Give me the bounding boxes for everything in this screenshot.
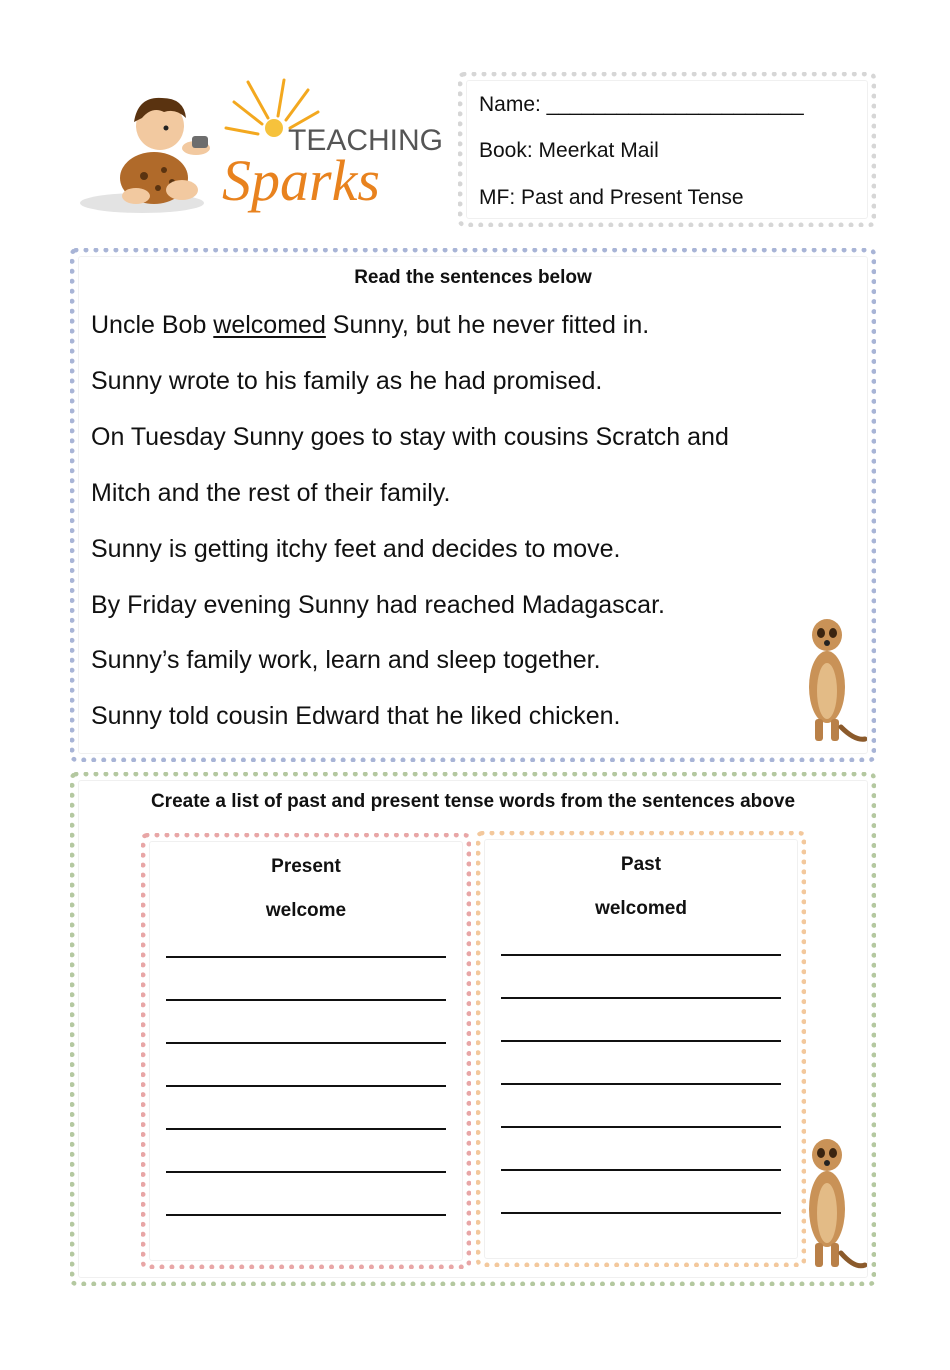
answer-line[interactable] (166, 1042, 446, 1044)
logo-text-teaching: TEACHING (288, 124, 444, 157)
sentence-3: On Tuesday Sunny goes to stay with cousins Scratch and (91, 423, 729, 451)
logo-text-sparks: Sparks (222, 148, 380, 213)
answer-line[interactable] (501, 1126, 781, 1128)
answer-line[interactable] (166, 956, 446, 958)
sentence-1-start: Uncle Bob (91, 311, 214, 339)
reading-title: Read the sentences below (354, 267, 592, 288)
sentence-5: By Friday evening Sunny had reached Madagascar. (91, 591, 665, 619)
sentence-4: Sunny is getting itchy feet and decides to move. (91, 535, 621, 563)
present-heading: Present (271, 856, 341, 877)
past-tense-column (476, 831, 806, 1267)
answer-line[interactable] (501, 997, 781, 999)
present-example: welcome (265, 900, 347, 921)
answer-line[interactable] (501, 1212, 781, 1214)
meerkat-icon (797, 615, 867, 747)
past-heading: Past (620, 854, 662, 875)
answer-line[interactable] (166, 1214, 446, 1216)
mf-topic: MF: Past and Present Tense (479, 186, 744, 209)
underlined-word: welcomed (213, 311, 326, 339)
answer-line[interactable] (501, 1169, 781, 1171)
reading-section (70, 248, 876, 762)
answer-line[interactable] (501, 1083, 781, 1085)
teaching-sparks-logo (72, 78, 444, 218)
answer-line[interactable] (501, 1040, 781, 1042)
book-title: Book: Meerkat Mail (479, 139, 659, 162)
sentence-1-end: Sunny, but he never fitted in. (325, 311, 650, 339)
present-tense-column (141, 833, 471, 1269)
student-info-box (458, 72, 876, 227)
caveman-mascot-icon (72, 78, 444, 218)
answer-line[interactable] (166, 1085, 446, 1087)
sentence-3-continued: Mitch and the rest of their family. (91, 479, 451, 507)
word-list-title: Create a list of past and present tense words from the sentences above (150, 791, 796, 812)
answer-line[interactable] (166, 999, 446, 1001)
answer-line[interactable] (501, 954, 781, 956)
answer-line[interactable] (166, 1128, 446, 1130)
meerkat-icon (797, 1135, 867, 1275)
past-example: welcomed (595, 898, 687, 919)
sentence-2: Sunny wrote to his family as he had promised. (91, 367, 603, 395)
word-list-section (70, 772, 876, 1286)
sentence-7: Sunny told cousin Edward that he liked chicken. (91, 702, 621, 730)
answer-line[interactable] (166, 1171, 446, 1173)
sentence-6: Sunny’s family work, learn and sleep together. (91, 646, 601, 674)
name-field[interactable]: Name: ______________________ (479, 93, 804, 116)
sentence-1 (91, 311, 649, 340)
